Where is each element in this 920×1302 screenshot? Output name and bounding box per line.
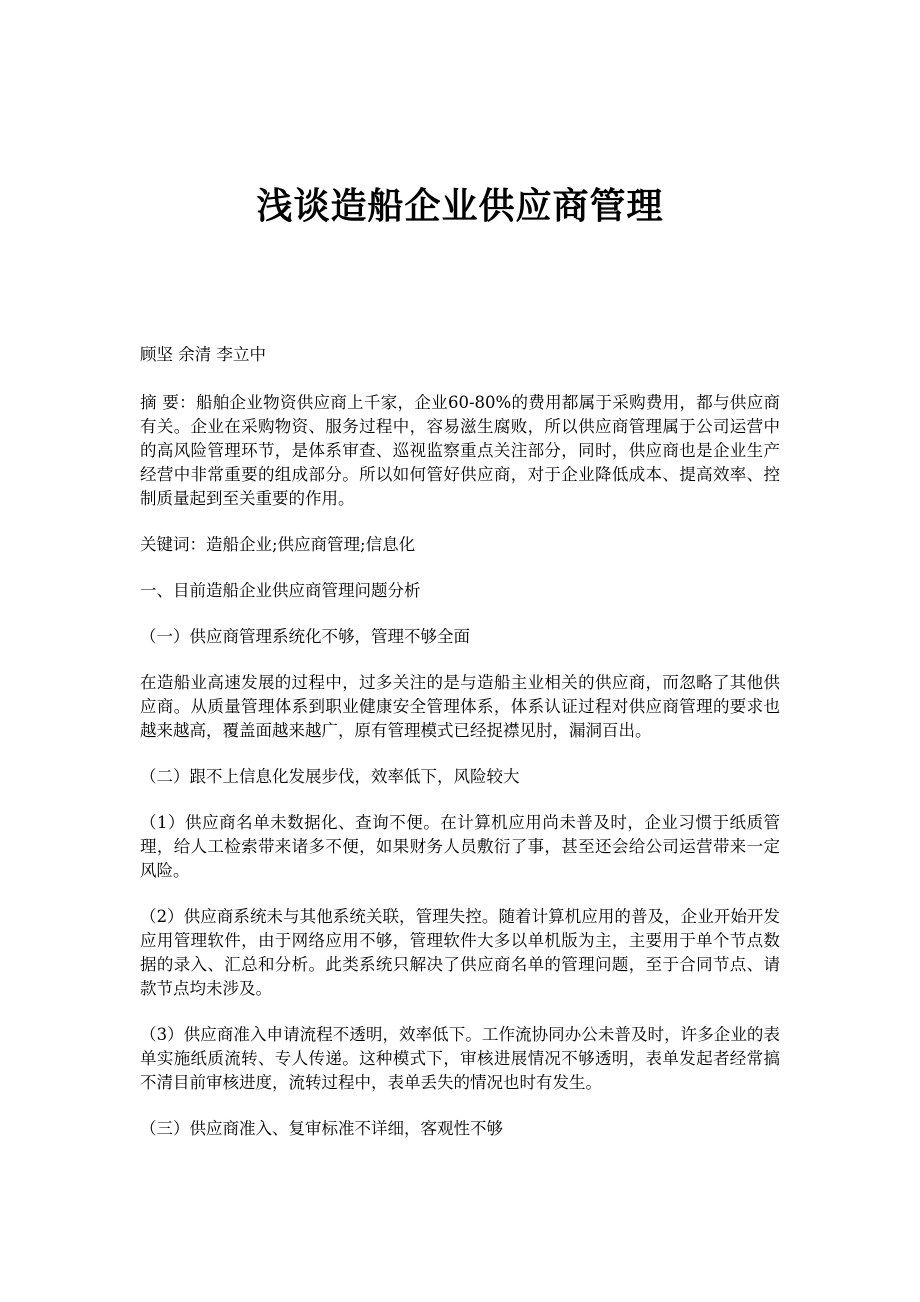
document-title: 浅谈造船企业供应商管理 [256,185,664,227]
body-paragraph: （1）供应商名单未数据化、查询不便。在计算机应用尚未普及时，企业习惯于纸质管理，给人工检索带来诸多不便，如果财务人员敷衍了事，甚至还会给公司运营带来一定风险。 [140,813,780,880]
subsection-heading-2: （二）跟不上信息化发展步伐，效率低下，风险较大 [140,767,520,786]
section-heading-1: 一、目前造船企业供应商管理问题分析 [140,581,421,600]
keywords-line: 关键词：造船企业;供应商管理;信息化 [140,535,416,554]
abstract-paragraph: 摘 要：船舶企业物资供应商上千家，企业60-80%的费用都属于采购费用，都与供应商有关。企业在采购物资、服务过程中，容易滋生腐败，所以供应商管理属于公司运营中的高风险管理环节，是体系审查、巡视监察重点关注部分，同时，供应商也是企业生产经营中非常重要的组成部分。所以如何管好供应商，对于企业降低成本、提高效率、控制质量起到至关重要的作用。 [140,393,780,508]
subsection-heading-1: （一）供应商管理系统化不够，管理不够全面 [140,627,470,646]
body-paragraph: （3）供应商准入申请流程不透明，效率低下。工作流协同办公未普及时，许多企业的表单实施纸质流转、专人传递。这种模式下，审核进展情况不够透明，表单发起者经常搞不清目前审核进度，流转过程中，表单丢失的情况也时有发生。 [140,1025,780,1092]
body-paragraph: 在造船业高速发展的过程中，过多关注的是与造船主业相关的供应商，而忽略了其他供应商。从质量管理体系到职业健康安全管理体系，体系认证过程对供应商管理的要求也越来越高，覆盖面越来越广，原有管理模式已经捉襟见肘，漏洞百出。 [140,673,780,740]
subsection-heading-3: （三）供应商准入、复审标准不详细，客观性不够 [140,1119,503,1138]
document-body [140,343,780,1163]
authors-line: 顾坚 余清 李立中 [140,345,266,364]
body-paragraph: （2）供应商系统未与其他系统关联，管理失控。随着计算机应用的普及，企业开始开发应用管理软件，由于网络应用不够，管理软件大多以单机版为主，主要用于单个节点数据的录入、汇总和分析。此类系统只解决了供应商名单的管理问题，至于合同节点、请款节点均未涉及。 [140,907,780,998]
